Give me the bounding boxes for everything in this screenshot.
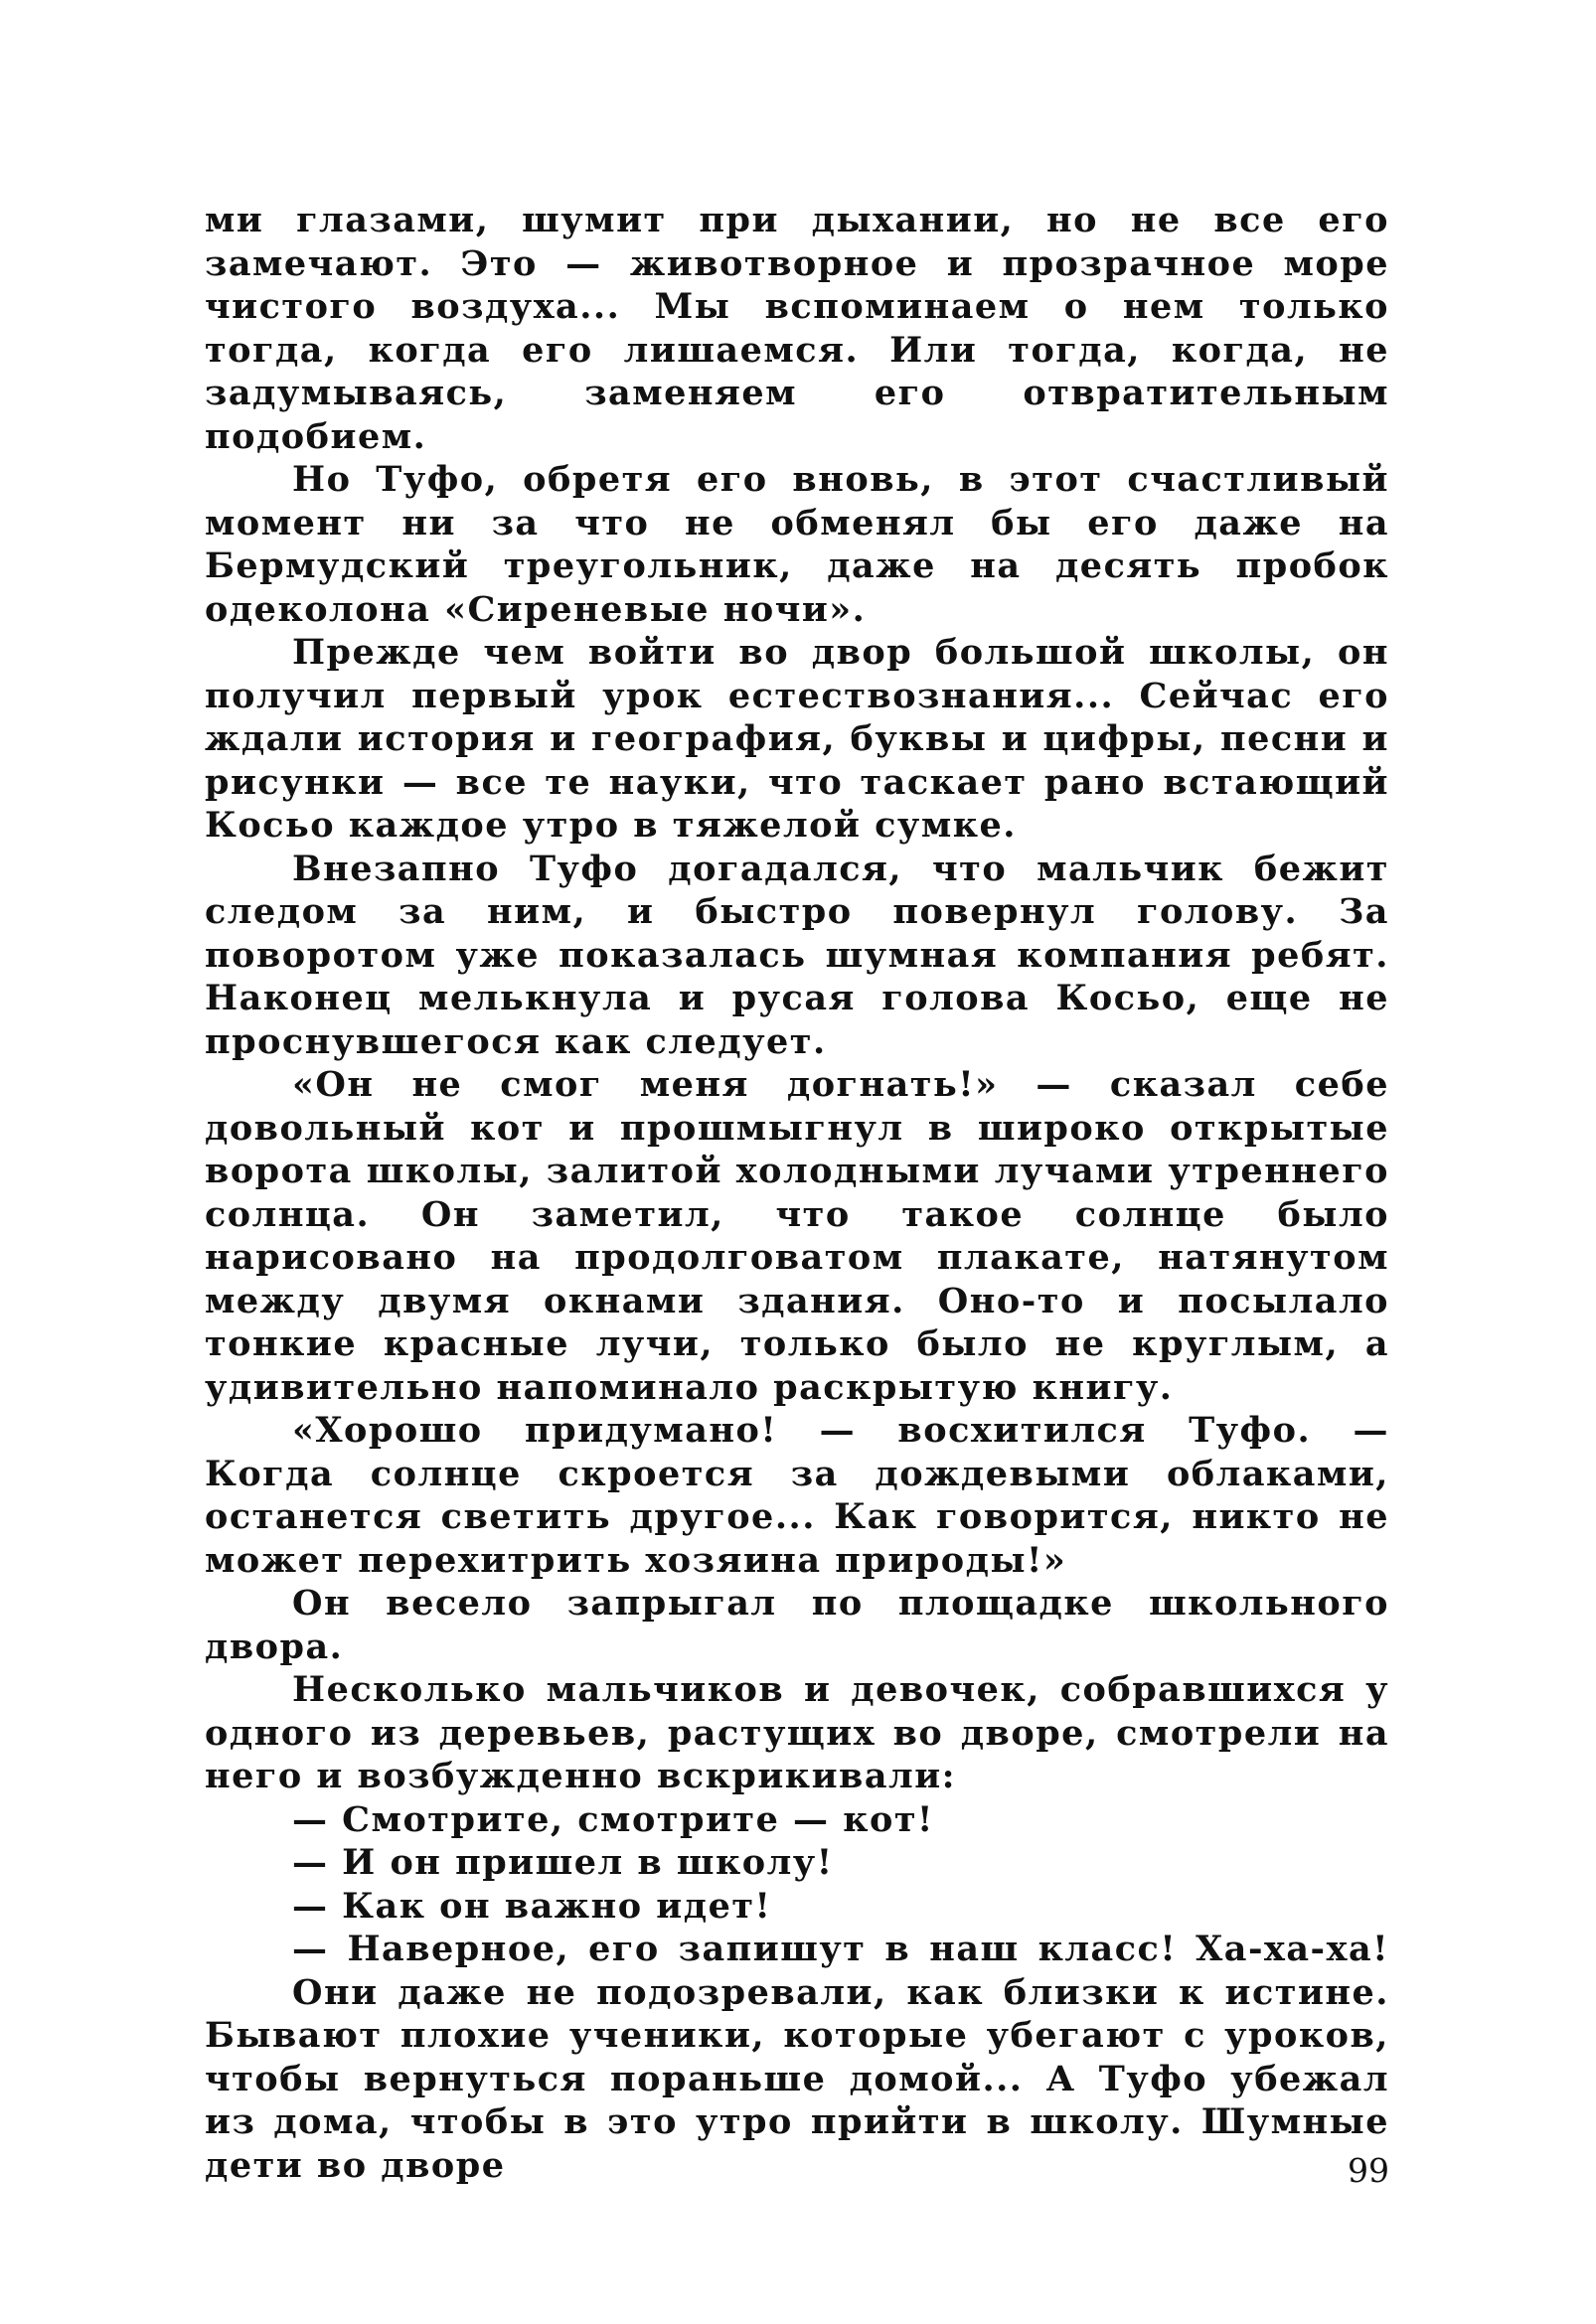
paragraph: Но Туфо, обретя его вновь, в этот счастливый момент ни за что не обменял бы его даже на Бермудский треугольник, даже на десять пробок одеколона «Сиреневые ночи».	[205, 459, 1389, 630]
dialogue-line: — Наверное, его запишут в наш класс! Ха-ха-ха!	[292, 1929, 1389, 1969]
dialogue-line: — И он пришел в школу!	[292, 1842, 834, 1883]
body-text	[205, 199, 1389, 2187]
paragraph: Несколько мальчиков и девочек, собравшихся у одного из деревьев, растущих во дворе, смотрели на него и возбужденно вскрикивали:	[205, 1669, 1389, 1796]
dialogue-line: — Смотрите, смотрите — кот!	[292, 1798, 934, 1840]
paragraph: «Хорошо придумано! — восхитился Туфо. — Когда солнце скроется за дождевыми облаками, останется светить другое... Как говорится, никто не может перехитрить хозяина природы!»	[205, 1410, 1389, 1581]
paragraph: Внезапно Туфо догадался, что мальчик бежит следом за ним, и быстро повернул голову. За поворотом уже показалась шумная компания ребят. Наконец мелькнула и русая голова Косьо, еще не проснувшегося как следует.	[205, 848, 1389, 1062]
paragraph: Он весело запрыгал по площадке школьного двора.	[205, 1583, 1389, 1667]
page-number: 99	[1348, 2151, 1389, 2190]
dialogue-line: — Как он важно идет!	[292, 1885, 772, 1927]
paragraph: Прежде чем войти во двор большой школы, он получил первый урок естествознания... Сейчас его ждали история и география, буквы и цифры, песни и рисунки — все те науки, что таскает рано встающий Косьо каждое утро в тяжелой сумке.	[205, 632, 1389, 846]
paragraph: Они даже не подозревали, как близки к истине. Бывают плохие ученики, которые убегают с уроков, чтобы вернуться пораньше домой... А Туфо убежал из дома, чтобы в это утро прийти в школу. Шумные дети во дворе	[205, 1971, 1389, 2186]
paragraph: ми глазами, шумит при дыхании, но не все его замечают. Это — животворное и прозрачное море чистого воздуха... Мы вспоминаем о нем только тогда, когда его лишаемся. Или тогда, когда, не задумываясь, заменяем его отвратительным подобием.	[205, 200, 1389, 457]
paragraph: «Он не смог меня догнать!» — сказал себе довольный кот и прошмыгнул в широко открытые ворота школы, залитой холодными лучами утреннего солнца. Он заметил, что такое солнце было нарисовано на продолговатом плакате, натянутом между двумя окнами здания. Оно-то и посылало тонкие красные лучи, только было не круглым, а удивительно напоминало раскрытую книгу.	[205, 1064, 1389, 1408]
